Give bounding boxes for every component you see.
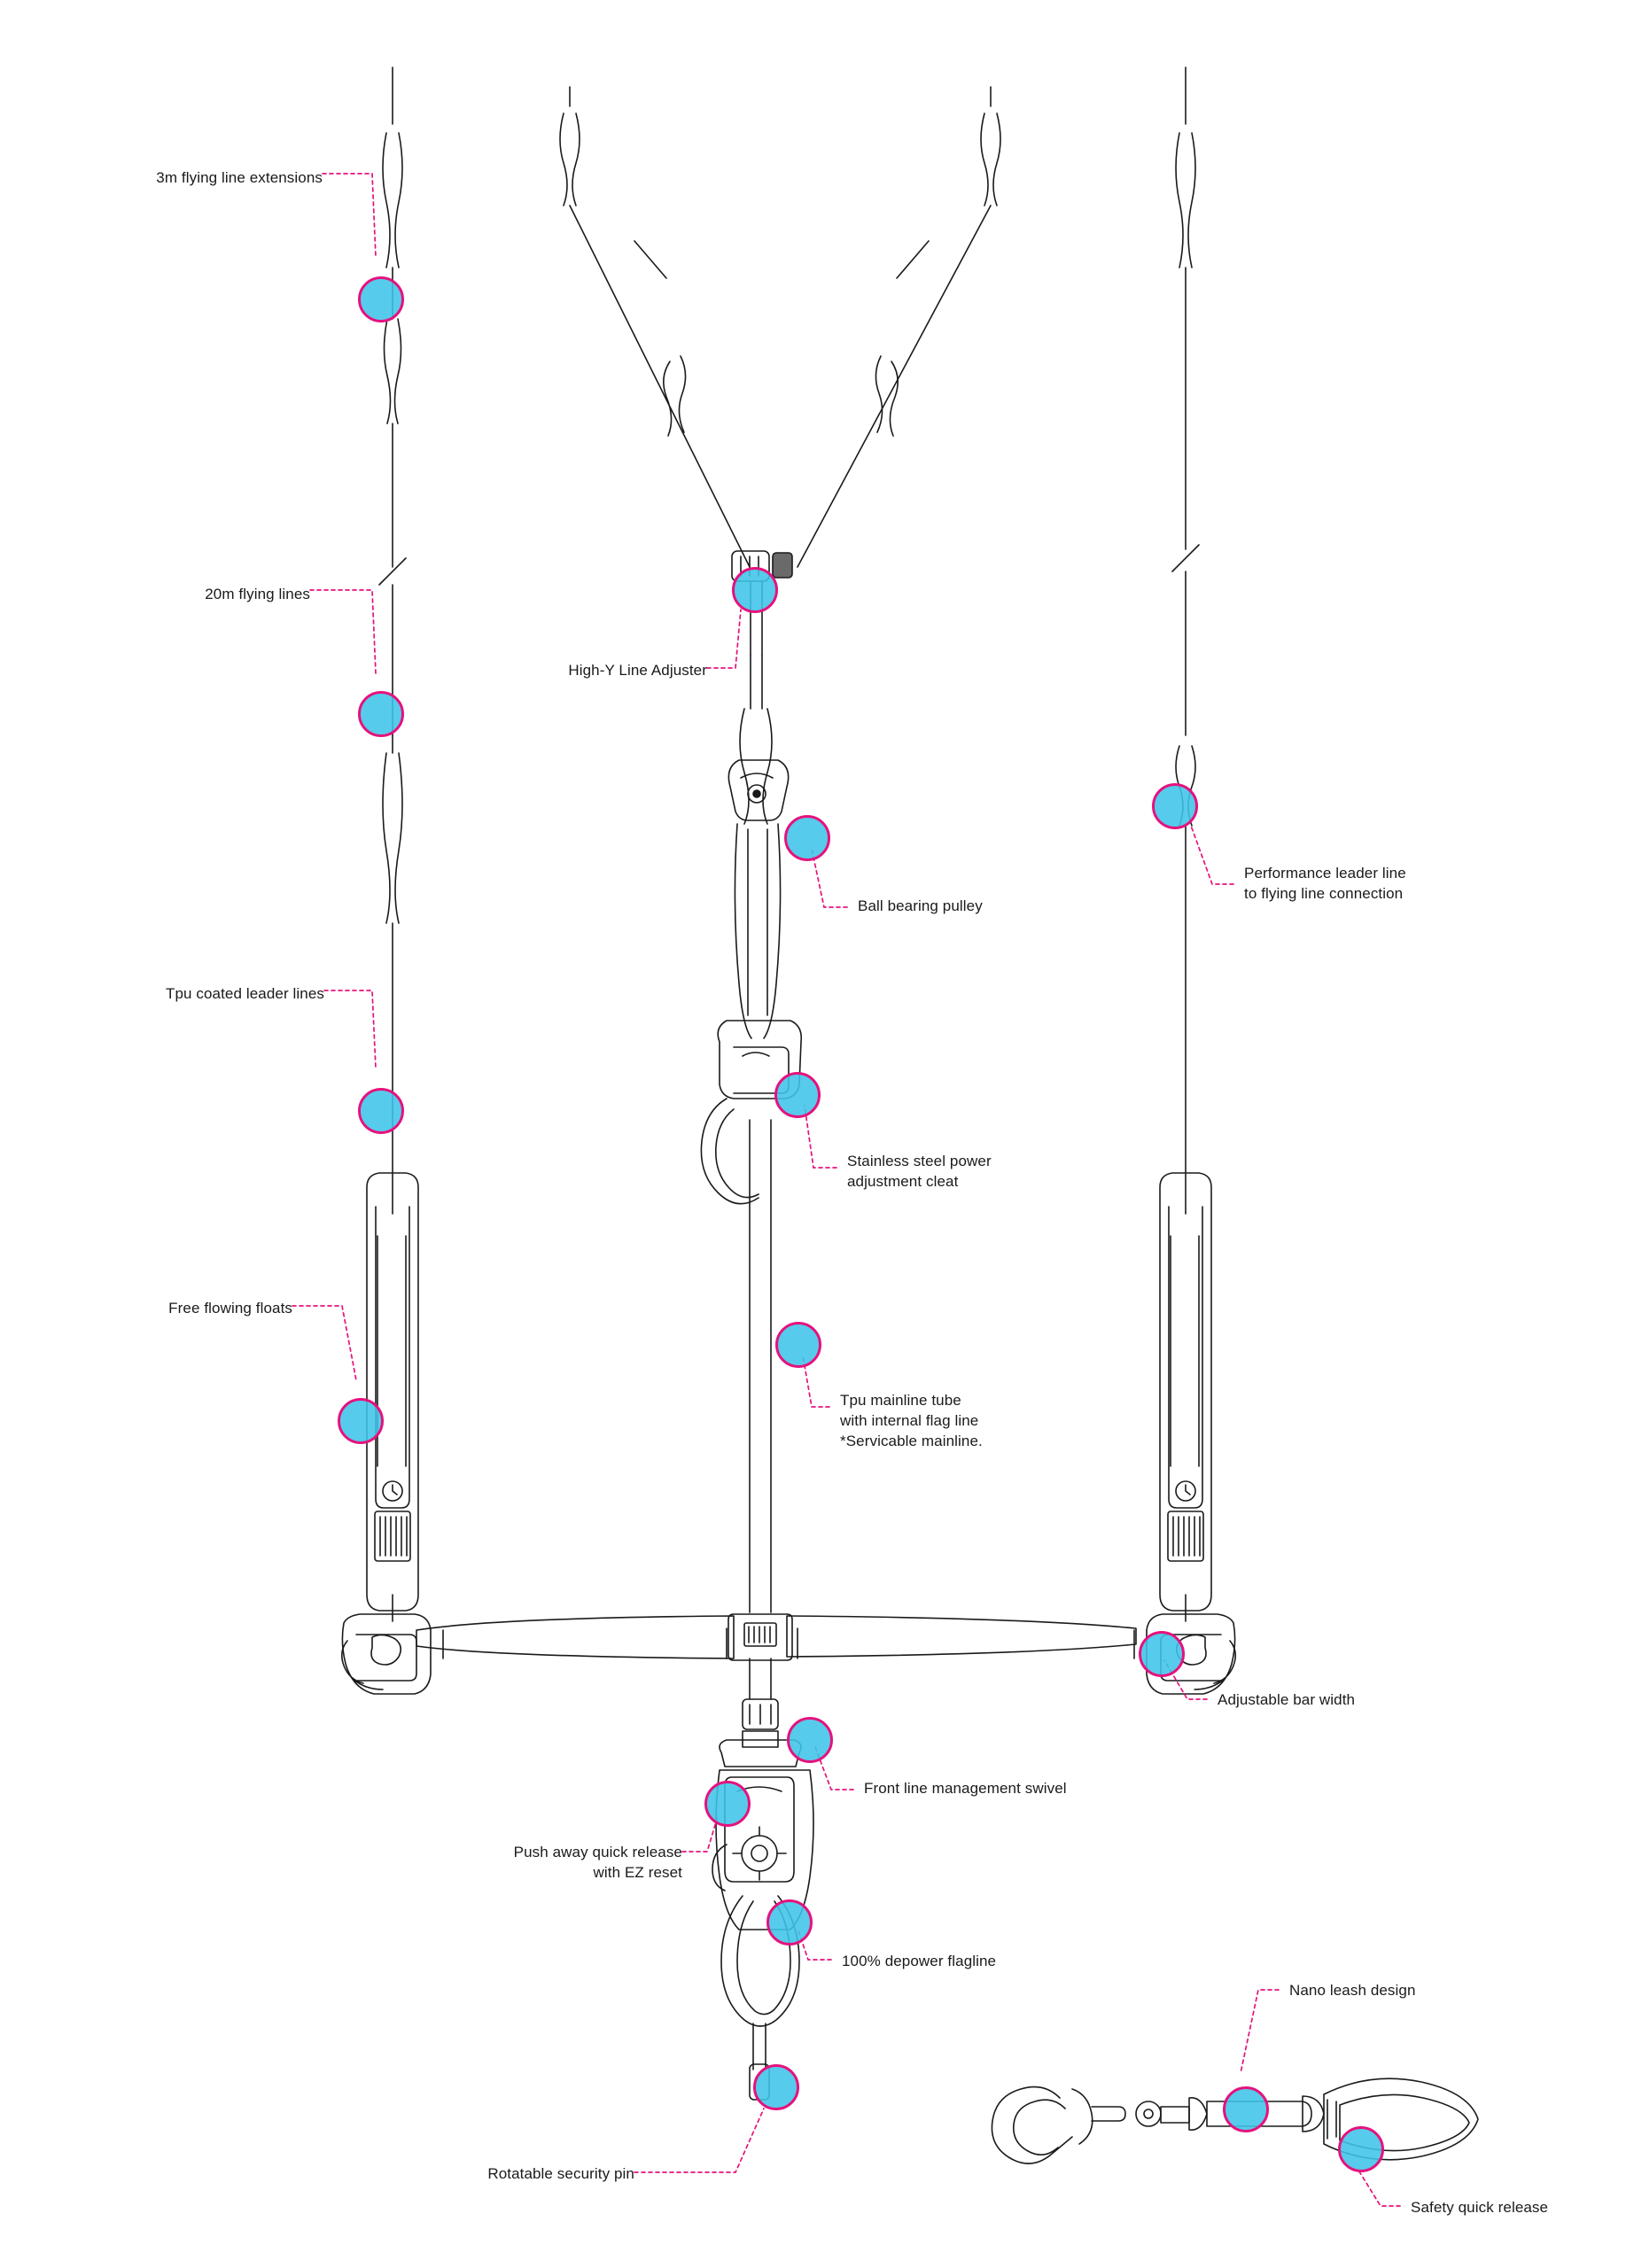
label-performance-leader-line: Performance leader line to flying line connection <box>1244 865 1406 902</box>
leader-performance-leader-line <box>1191 826 1233 884</box>
leader-nano-leash-design <box>1241 1990 1279 2073</box>
hotspot-front-line-management-swivel[interactable] <box>787 1717 833 1763</box>
hotspot-high-y-line-adjuster[interactable] <box>732 567 778 613</box>
hotspot-push-away-quick-release[interactable] <box>704 1781 751 1827</box>
label-safety-quick-release: Safety quick release <box>1411 2199 1549 2216</box>
hotspot-ball-bearing-pulley[interactable] <box>784 815 830 861</box>
leader-flying-line-extensions <box>323 174 376 257</box>
leader-high-y-line-adjuster <box>707 610 741 668</box>
label-ball-bearing-pulley: Ball bearing pulley <box>858 897 983 914</box>
label-adjustable-bar-width: Adjustable bar width <box>1218 1691 1356 1708</box>
label-power-adjustment-cleat: Stainless steel power adjustment cleat <box>847 1153 992 1190</box>
label-tpu-coated-leader-lines: Tpu coated leader lines <box>165 985 324 1002</box>
label-rotatable-security-pin: Rotatable security pin <box>487 2165 634 2182</box>
leader-rotatable-security-pin <box>634 2109 764 2172</box>
label-front-line-management-swivel: Front line management swivel <box>864 1780 1067 1797</box>
hotspot-safety-quick-release[interactable] <box>1338 2126 1384 2172</box>
hotspot-flying-line-extensions[interactable] <box>358 276 404 322</box>
leader-safety-quick-release <box>1358 2169 1400 2206</box>
hotspot-performance-leader-line[interactable] <box>1152 783 1198 829</box>
label-flying-line-extensions: 3m flying line extensions <box>156 169 323 186</box>
hotspot-tpu-mainline-tube[interactable] <box>775 1322 821 1368</box>
leader-tpu-coated-leader-lines <box>324 990 376 1068</box>
label-push-away-quick-release: Push away quick release with EZ reset <box>513 1844 682 1881</box>
label-nano-leash-design: Nano leash design <box>1289 1982 1416 1999</box>
hotspot-nano-leash-design[interactable] <box>1223 2086 1269 2132</box>
label-flying-lines: 20m flying lines <box>205 586 310 602</box>
leader-power-adjustment-cleat <box>805 1106 836 1168</box>
hotspot-depower-flagline[interactable] <box>766 1899 813 1946</box>
label-free-flowing-floats: Free flowing floats <box>168 1300 292 1317</box>
leader-flying-lines <box>310 590 376 673</box>
hotspot-free-flowing-floats[interactable] <box>338 1398 384 1444</box>
hotspot-flying-lines[interactable] <box>358 691 404 737</box>
hotspot-power-adjustment-cleat[interactable] <box>774 1072 821 1118</box>
hotspot-rotatable-security-pin[interactable] <box>753 2064 799 2110</box>
hotspot-tpu-coated-leader-lines[interactable] <box>358 1088 404 1134</box>
label-depower-flagline: 100% depower flagline <box>842 1953 997 1969</box>
leader-free-flowing-floats <box>292 1306 356 1380</box>
label-tpu-mainline-tube: Tpu mainline tube with internal flag line *Servicable mainline. <box>840 1392 983 1449</box>
hotspot-adjustable-bar-width[interactable] <box>1139 1631 1185 1677</box>
label-high-y-line-adjuster: High-Y Line Adjuster <box>568 662 707 679</box>
